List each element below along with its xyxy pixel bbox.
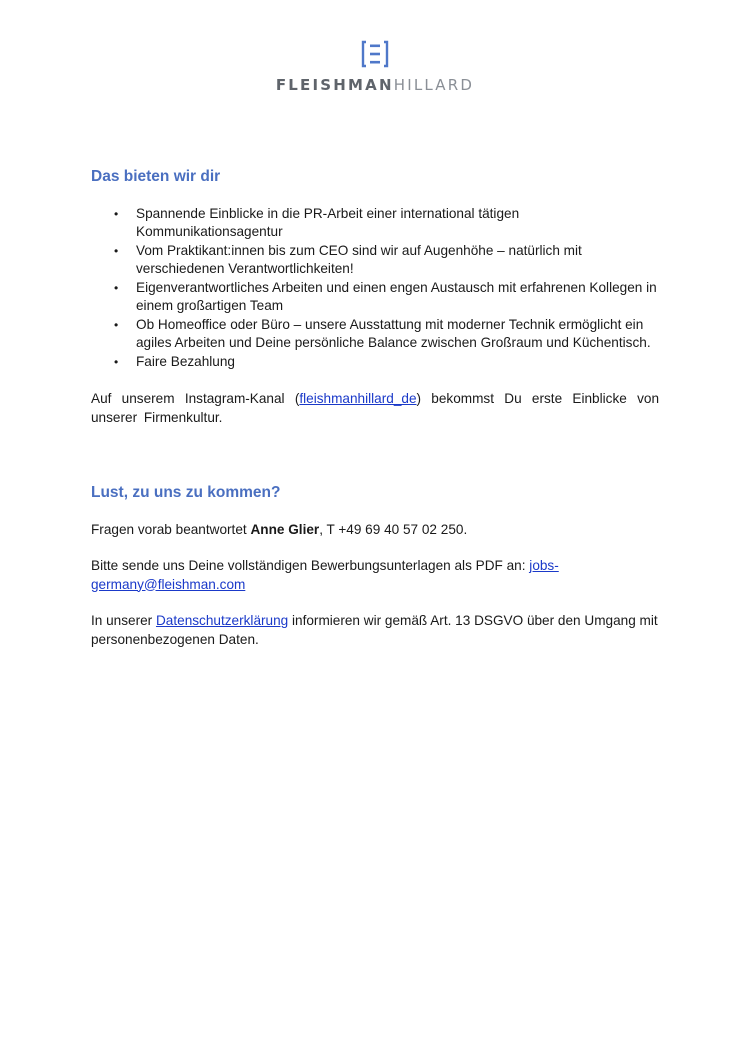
list-item: • Faire Bezahlung	[136, 353, 659, 372]
privacy-policy-link[interactable]: Datenschutzerklärung	[155, 613, 289, 628]
list-item: • Spannende Einblicke in die PR-Arbeit einer international tätigen Kommunikationsagentur	[136, 205, 659, 242]
document-body	[91, 168, 659, 649]
logo-mark-icon	[360, 40, 390, 68]
contact-paragraph	[91, 521, 659, 540]
heading-apply: Lust, zu uns zu kommen?	[91, 484, 281, 501]
contact-name: Anne Glier	[250, 521, 320, 537]
company-logo	[0, 40, 750, 94]
list-item: • Ob Homeoffice oder Büro – unsere Ausstattung mit moderner Technik ermöglicht ein agiles Arbeiten und Deine persönliche Balance zwischen Großraum und Küchentisch.	[136, 316, 659, 353]
logo-brand-light: HILLARD	[393, 76, 475, 94]
logo-brand-bold: FLEISHMAN	[275, 76, 394, 94]
list-item: • Eigenverantwortliches Arbeiten und einen engen Austausch mit erfahrenen Kollegen in einem großartigen Team	[136, 279, 659, 316]
instagram-paragraph	[91, 390, 659, 427]
instagram-text-after: ) bekommst Du erste Einblicke von unserer Firmenkultur.	[91, 391, 660, 425]
apply-text: Bitte sende uns Deine vollständigen Bewerbungsunterlagen als PDF an:	[91, 558, 530, 573]
instagram-text-before: Auf unserem Instagram-Kanal (	[91, 391, 300, 406]
privacy-text-after: informieren wir gemäß Art. 13 DSGVO über den Umgang mit personenbezogenen Daten.	[91, 613, 658, 647]
contact-text-before: Fragen vorab beantwortet	[91, 521, 251, 537]
privacy-paragraph	[91, 612, 659, 649]
list-item: • Vom Praktikant:innen bis zum CEO sind wir auf Augenhöhe – natürlich mit verschiedenen Verantwortlichkeiten!	[136, 242, 659, 279]
privacy-text-before: In unserer	[91, 613, 156, 628]
instagram-link[interactable]: fleishmanhillard_de	[299, 391, 417, 406]
logo-wordmark	[0, 76, 750, 94]
heading-benefits: Das bieten wir dir	[91, 168, 221, 185]
apply-paragraph	[91, 557, 659, 594]
benefits-list	[91, 205, 659, 372]
contact-text-after: , T +49 69 40 57 02 250.	[319, 521, 468, 537]
email-link[interactable]: jobs-germany@fleishman.com	[91, 558, 559, 592]
